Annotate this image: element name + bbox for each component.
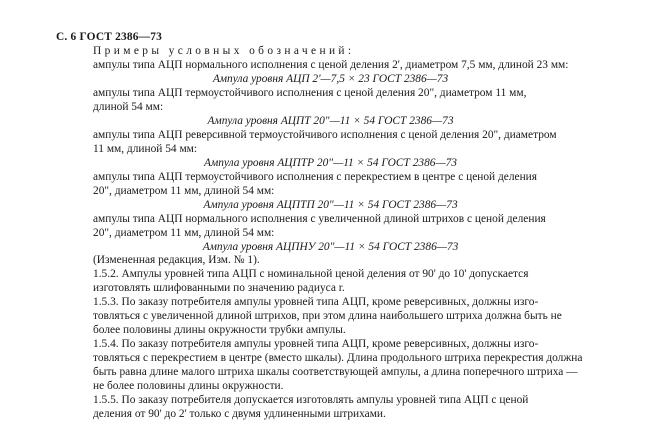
clause-1-5-2: 1.5.2. Ампулы уровней типа АЦП с номинальной ценой деления от 90' до 10' допускается (93, 268, 529, 281)
example-line: 11 мм, длиной 54 мм: (93, 142, 198, 155)
clause-line: быть равна длине малого штриха шкалы соответствующей ампулы, а длина поперечного штриха — (93, 366, 578, 379)
example-designation: Ампула уровня АЦПТП 20"—11 × 54 ГОСТ 2386—73 (203, 198, 458, 211)
example-line: ампулы типа АЦП нормального исполнения с увеличенной длиной штрихов с ценой деления (93, 212, 546, 225)
example-designation: Ампула уровня АЦП 2'—7,5 × 23 ГОСТ 2386—73 (212, 72, 449, 85)
clause-line: не более половины длины окружности. (93, 380, 284, 393)
example-line: ампулы типа АЦП реверсивной термоустойчивого исполнения с ценой деления 20", диаметром (93, 128, 557, 141)
clause-line: товляться с увеличенной длиной штрихов, при этом длина наибольшего штриха должна быть не (93, 310, 562, 323)
example-line: ампулы типа АЦП термоустойчивого исполнения с ценой деления 20", диаметром 11 мм, (93, 86, 527, 99)
clause-1-5-4: 1.5.4. По заказу потребителя ампулы уровней типа АЦП, кроме реверсивных, должны изго- (93, 338, 539, 351)
clause-line: более половины длины окружности трубки ампулы. (93, 324, 346, 337)
clause-line: изготовлять шлифованными по значению радиуса r. (93, 282, 345, 295)
example-line: 20", диаметром 11 мм, длиной 54 мм: (93, 184, 275, 197)
example-designation: Ампула уровня АЦПНУ 20"—11 × 54 ГОСТ 2386—73 (202, 240, 459, 253)
example-designation: Ампула уровня АЦПТ 20"—11 × 54 ГОСТ 2386—73 (207, 114, 454, 127)
example-line: ампулы типа АЦП нормального исполнения с ценой деления 2', диаметром 7,5 мм, длиной 23 мм: (93, 58, 569, 71)
example-line: длиной 54 мм: (93, 100, 164, 113)
examples-heading: Примеры условных обозначений: (93, 45, 355, 57)
example-line: ампулы типа АЦП термоустойчивого исполнения с перекрестием в центре с ценой деления (93, 170, 538, 183)
page-header: С. 6 ГОСТ 2386—73 (56, 31, 163, 43)
clause-1-5-5: 1.5.5. По заказу потребителя допускается изготовлять ампулы уровней типа АЦП с ценой (93, 394, 529, 407)
amendment-note: (Измененная редакция, Изм. № 1). (93, 254, 260, 267)
example-line: 20", диаметром 11 мм, длиной 54 мм: (93, 226, 275, 239)
clause-1-5-3: 1.5.3. По заказу потребителя ампулы уровней типа АЦП, кроме реверсивных, должны изго- (93, 296, 539, 309)
clause-line: товляться с перекрестием в центре (вместо шкалы). Длина продольного штриха перекрестия должна (93, 352, 583, 365)
clause-line: деления от 90' до 2' только с двумя удлиненными штрихами. (93, 408, 386, 420)
example-designation: Ампула уровня АЦПТР 20"—11 × 54 ГОСТ 2386—73 (203, 156, 457, 169)
